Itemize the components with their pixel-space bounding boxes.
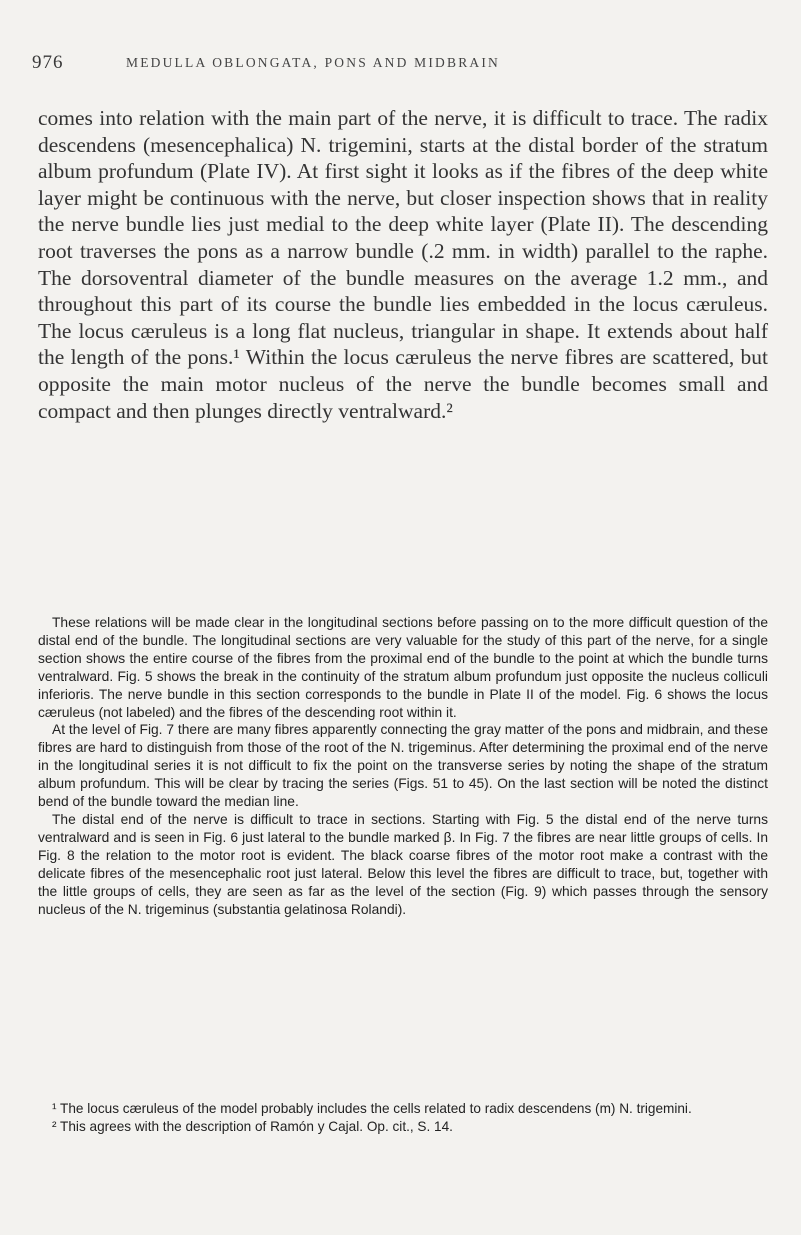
note-paragraph: The distal end of the nerve is difficult to trace in sections. Starting with Fig. 5 the distal end of the nerve turns ventralward and is seen in Fig. 6 just lateral to the bundle marked β. In Fig. 7 the fibres are near little groups of cells. In Fig. 8 the relation to the motor root is evident. The black coarse fibres of the motor root make a contrast with the delicate fibres of the mesencephalic root just lateral. Below this level the fibres are difficult to trace, but, together with the little groups of cells, they are seen as far as the level of the section (Fig. 9) which passes through the sensory nucleus of the N. trigeminus (substantia gelatinosa Rolandi). (38, 811, 768, 917)
note-paragraph: At the level of Fig. 7 there are many fibres apparently connecting the gray matter of the pons and midbrain, and these fibres are hard to distinguish from those of the root of the N. trigeminus. After determining the proximal end of the nerve in the longitudinal series it is not difficult to fix the point on the transverse series by noting the shape of the stratum album profundum. This will be clear by tracing the series (Figs. 51 to 45). On the last section will be noted the distinct bend of the bundle toward the median line. (38, 722, 768, 810)
footnote: ² This agrees with the description of Ramón y Cajal. Op. cit., S. 14. (52, 1118, 453, 1134)
footnote: ¹ The locus cæruleus of the model probably includes the cells related to radix descendens (m) N. trigemini. (52, 1101, 692, 1116)
page-header (32, 52, 768, 76)
footnotes (38, 1100, 768, 1135)
note-paragraph: These relations will be made clear in the longitudinal sections before passing on to the more difficult question of the distal end of the bundle. The longitudinal sections are very valuable for the study of this part of the nerve, for a single section shows the entire course of the fibres from the proximal end of the bundle to the point at which the bundle turns ventralward. Fig. 5 shows the break in the continuity of the stratum album profundum just opposite the nucleus colliculi inferioris. The nerve bundle in this section corresponds to the bundle in Plate II of the model. Fig. 6 shows the locus cæruleus (not labeled) and the fibres of the descending root within it. (38, 615, 768, 720)
small-print-note (38, 614, 768, 918)
main-paragraph: comes into relation with the main part of the nerve, it is difficult to trace. The radix descendens (mesencephalica) N. trigemini, starts at the distal border of the stratum album profundum (Plate IV). At first sight it looks as if the fibres of the deep white layer might be continuous with the nerve, but closer inspection shows that in reality the nerve bundle lies just medial to the deep white layer (Plate II). The descending root traverses the pons as a narrow bundle (.2 mm. in width) parallel to the raphe. The dorsoventral diameter of the bundle measures on the average 1.2 mm., and throughout this part of its course the bundle lies embedded in the locus cæruleus. The locus cæruleus is a long flat nucleus, triangular in shape. It extends about half the length of the pons.¹ Within the locus cæruleus the nerve fibres are scattered, but opposite the main motor nucleus of the nerve the bundle becomes small and compact and then plunges directly ventralward.² (38, 106, 768, 423)
running-head: MEDULLA OBLONGATA, PONS AND MIDBRAIN (126, 55, 501, 70)
page-number: 976 (32, 52, 64, 73)
